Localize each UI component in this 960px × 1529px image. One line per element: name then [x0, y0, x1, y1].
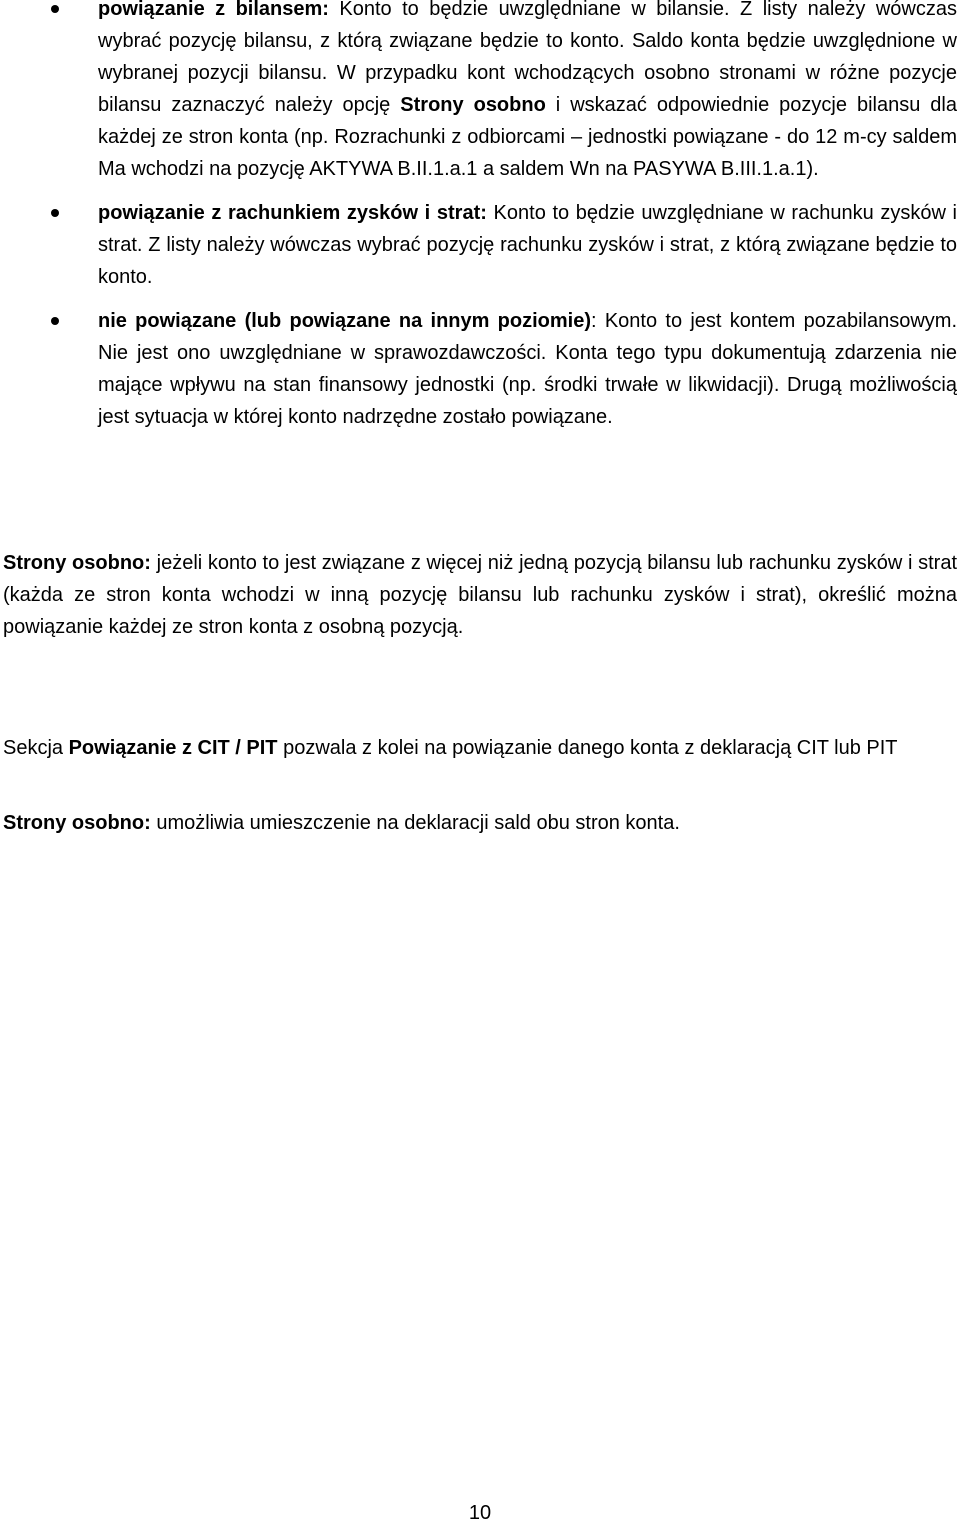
term-label: Strony osobno:	[3, 812, 151, 834]
section-name: Powiązanie z CIT / PIT	[68, 737, 278, 759]
option-name: Strony osobno	[400, 94, 546, 116]
definition-list	[0, 0, 960, 445]
bullet-icon	[51, 317, 59, 325]
term-label: nie powiązane (lub powiązane na innym poziomie)	[98, 310, 592, 332]
paragraph-suffix: pozwala z kolei na powiązanie danego konta z deklaracją CIT lub PIT	[277, 737, 898, 759]
term-description-continued: i wskazać odpowiednie pozycje bilansu dla każdej ze stron konta (np. Rozrachunki z odbiorcami – jednostki powiązane - do 12 m-cy saldem Ma wchodzi na pozycję AKTYWA B.II.1.a.1 a saldem Wn na PASYWA B.III.1.a.1).	[98, 94, 957, 180]
term-label: Strony osobno:	[3, 552, 151, 574]
term-label: powiązanie z bilansem:	[98, 0, 329, 20]
paragraph-prefix: Sekcja	[3, 737, 69, 759]
bullet-icon	[51, 5, 59, 13]
strony-osobno-cit-paragraph	[3, 807, 957, 839]
term-description: Konto to będzie uwzględniane w rachunku zysków i strat. Z listy należy wówczas wybrać pozycję rachunku zysków i strat, z którą związane będzie to konto.	[98, 202, 957, 288]
term-label: powiązanie z rachunkiem zysków i strat:	[98, 202, 487, 224]
section-cit-pit-paragraph	[3, 732, 957, 764]
list-item	[0, 0, 960, 185]
term-description: : Konto to jest kontem pozabilansowym. Nie jest ono uwzględniane w sprawozdawczości. Konta tego typu dokumentują zdarzenia nie mające wpływu na stan finansowy jednostki (np. środki trwałe w likwidacji). Drugą możliwością jest sytuacja w której konto nadrzędne zostało powiązane.	[98, 310, 957, 428]
list-item	[0, 305, 960, 433]
page-number: 10	[468, 1502, 492, 1524]
term-description: jeżeli konto to jest związane z więcej niż jedną pozycją bilansu lub rachunku zysków i strat (każda ze stron konta wchodzi w inną pozycję bilansu lub rachunku zysków i strat), określić można powiązanie każdej ze stron konta z osobną pozycją.	[3, 552, 958, 638]
strony-osobno-paragraph	[3, 547, 957, 643]
term-description: umożliwia umieszczenie na deklaracji sald obu stron konta.	[150, 812, 680, 834]
list-item	[0, 197, 960, 293]
term-description: Konto to będzie uwzględniane w bilansie. Z listy należy wówczas wybrać pozycję bilansu, z którą związane będzie to konto. Saldo konta będzie uwzględnione w wybranej pozycji bilansu. W przypadku kont wchodzących osobno stronami w różne pozycje bilansu zaznaczyć należy opcję	[98, 0, 957, 116]
bullet-icon	[51, 209, 59, 217]
